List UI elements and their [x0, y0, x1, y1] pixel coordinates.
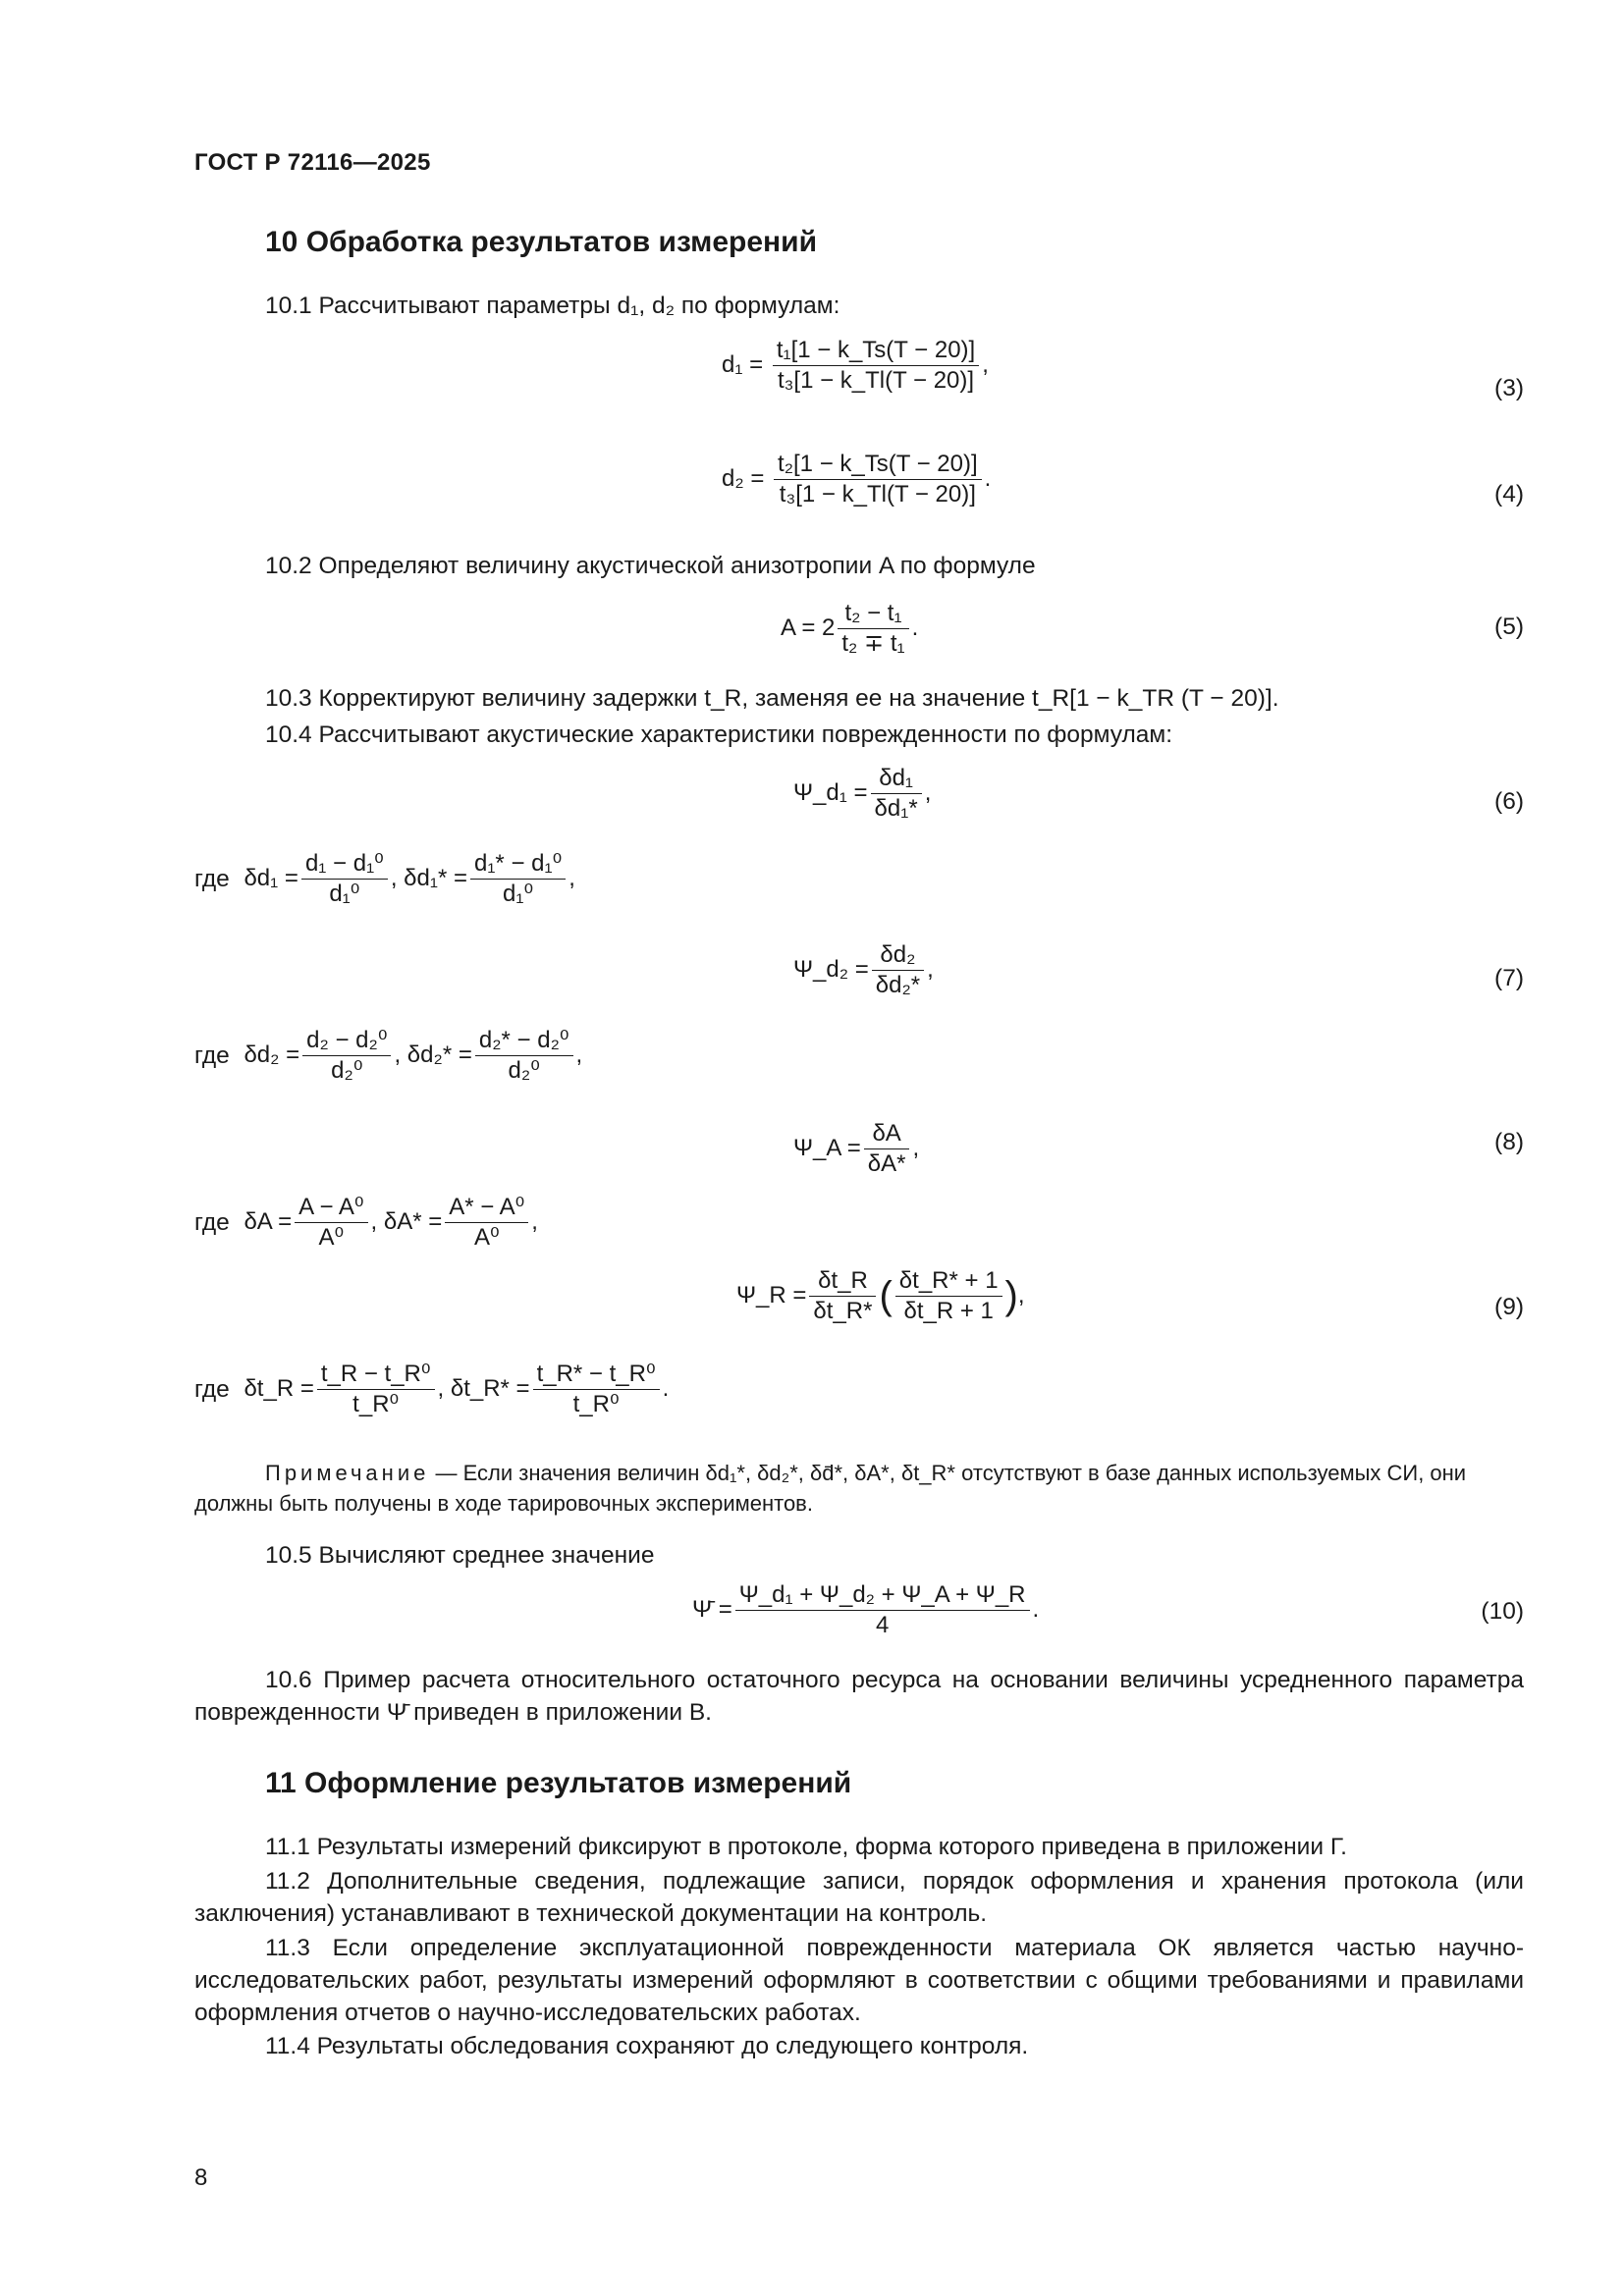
formula-3-numerator: t₁[1 − k_Ts(T − 20)] — [773, 336, 979, 366]
paragraph-10-6: 10.6 Пример расчета относительного остаточного ресурса на основании величины усредненного параметра поврежденности Ψ̄ приведен в приложении В. — [194, 1667, 1524, 1727]
formula-8: Ψ_A = $\frac{\delta A}{\delta A*}$ , — [793, 1120, 920, 1177]
formula-7-where: где δd₂ = $\frac{\text{d₂ − d₂⁰}}{\text{d₂⁰}}$ , δd₂* = $\frac{\text{d₂* − d₂⁰}}{\text{d₂⁰}}$ , — [194, 1027, 583, 1084]
formula-number-7: (7) — [1494, 965, 1524, 991]
paragraph-10-5: 10.5 Вычисляют среднее значение — [265, 1542, 655, 1569]
paragraph-10-2: 10.2 Определяют величину акустической анизотропии A по формуле — [265, 553, 1036, 579]
paragraph-10-3: 10.3 Корректируют величину задержки t_R, заменяя ее на значение t_R[1 − k_TR (T − 20)]. — [265, 685, 1279, 712]
formula-4-numerator: t₂[1 − k_Ts(T − 20)] — [774, 450, 982, 480]
formula-4-denominator: t₃[1 − k_Tl(T − 20)] — [779, 481, 976, 507]
formula-number-10: (10) — [1481, 1598, 1524, 1625]
formula-number-6: (6) — [1494, 788, 1524, 815]
formula-8-where: где δA = $\frac{\text{A − A⁰}}{\text{A⁰}}$ , δA* = $\frac{\text{A* − A⁰}}{\text{A⁰}}$ , — [194, 1194, 538, 1251]
page-number: 8 — [194, 2164, 208, 2191]
paragraph-10-4: 10.4 Рассчитывают акустические характеристики поврежденности по формулам: — [265, 721, 1173, 748]
section-10-title: 10 Обработка результатов измерений — [265, 226, 818, 258]
formula-number-4: (4) — [1494, 481, 1524, 507]
formula-6-where: где δd₁ = $\frac{\text{d₁ − d₁⁰}}{\text{d₁⁰}}$ , δd₁* = $\frac{\text{d₁* − d₁⁰}}{\text{d₁⁰}}$ , — [194, 850, 575, 907]
formula-number-9: (9) — [1494, 1294, 1524, 1320]
paragraph-11-2: 11.2 Дополнительные сведения, подлежащие записи, порядок оформления и хранения протокола (или заключения) устанавливают в технической документации на контроль. — [194, 1868, 1524, 1928]
paragraph-11-1: 11.1 Результаты измерений фиксируют в протоколе, форма которого приведена в приложении Г. — [265, 1834, 1347, 1860]
formula-number-8: (8) — [1494, 1129, 1524, 1155]
paragraph-10-1: 10.1 Рассчитывают параметры d₁, d₂ по формулам: — [265, 293, 840, 319]
document-code: ГОСТ Р 72116—2025 — [194, 149, 431, 176]
formula-9: Ψ_R = $\frac{\delta t\_R}{\delta t\_R*}$ ( $\frac{\delta t\_R* + 1}{\delta t\_R + 1}$ ), — [736, 1267, 1025, 1324]
note — [194, 1459, 1524, 1520]
paragraph-11-4: 11.4 Результаты обследования сохраняют до следующего контроля. — [265, 2033, 1029, 2059]
formula-6: Ψ_d₁ = $\frac{\text{δd₁}}{\text{δd₁*}}$ , — [793, 765, 932, 822]
formula-5: A = 2 $\frac{\text{t₂ − t₁}}{\text{t₂ ∓ t₁}}$ . — [781, 600, 919, 657]
formula-9-where: где δt_R = $\frac{\text{t\_R − t\_R⁰}}{\text{t\_R⁰}}$ , δt_R* = $\frac{\text{t\_R* − t\_R⁰}}{\text{t\_R⁰}}$ . — [194, 1361, 670, 1417]
paragraph-11-3: 11.3 Если определение эксплуатационной поврежденности материала ОК является частью научно-исследовательских работ, результаты измерений оформляют в соответствии с общими требованиями и правилами оформления отчетов о научно-исследовательских работах. — [194, 1935, 1524, 2027]
formula-number-3: (3) — [1494, 375, 1524, 401]
formula-4: d₂ = $\frac{\text{t₂[1 − k\_Ts(T − 20)]}}{\text{t₃[1 − k\_Tl(T − 20)]}}$ . — [722, 451, 992, 507]
note-text: — Если значения величин δd₁*, δd₂*, δd̄*, δA*, δt_R* отсутствуют в базе данных используемых СИ, они должны быть получены в ходе тарировочных экспериментов. — [194, 1461, 1467, 1516]
section-11-title: 11 Оформление результатов измерений — [265, 1767, 852, 1799]
formula-7: Ψ_d₂ = $\frac{\text{δd₂}}{\text{δd₂*}}$ , — [793, 941, 934, 998]
formula-10: Ψ̄ = $\frac{\text{Ψ\_d₁ + Ψ\_d₂ + Ψ\_A + Ψ\_R}}{4}$ . — [692, 1581, 1040, 1638]
note-label: Примечание — [265, 1461, 430, 1485]
formula-number-5: (5) — [1494, 614, 1524, 640]
formula-3-denominator: t₃[1 − k_Tl(T − 20)] — [777, 367, 975, 394]
formula-3: d₁ = $\frac{\text{t₁[1 − k\_Ts(T − 20)]}}{\text{t₃[1 − k\_Tl(T − 20)]}}$ , — [722, 337, 989, 394]
